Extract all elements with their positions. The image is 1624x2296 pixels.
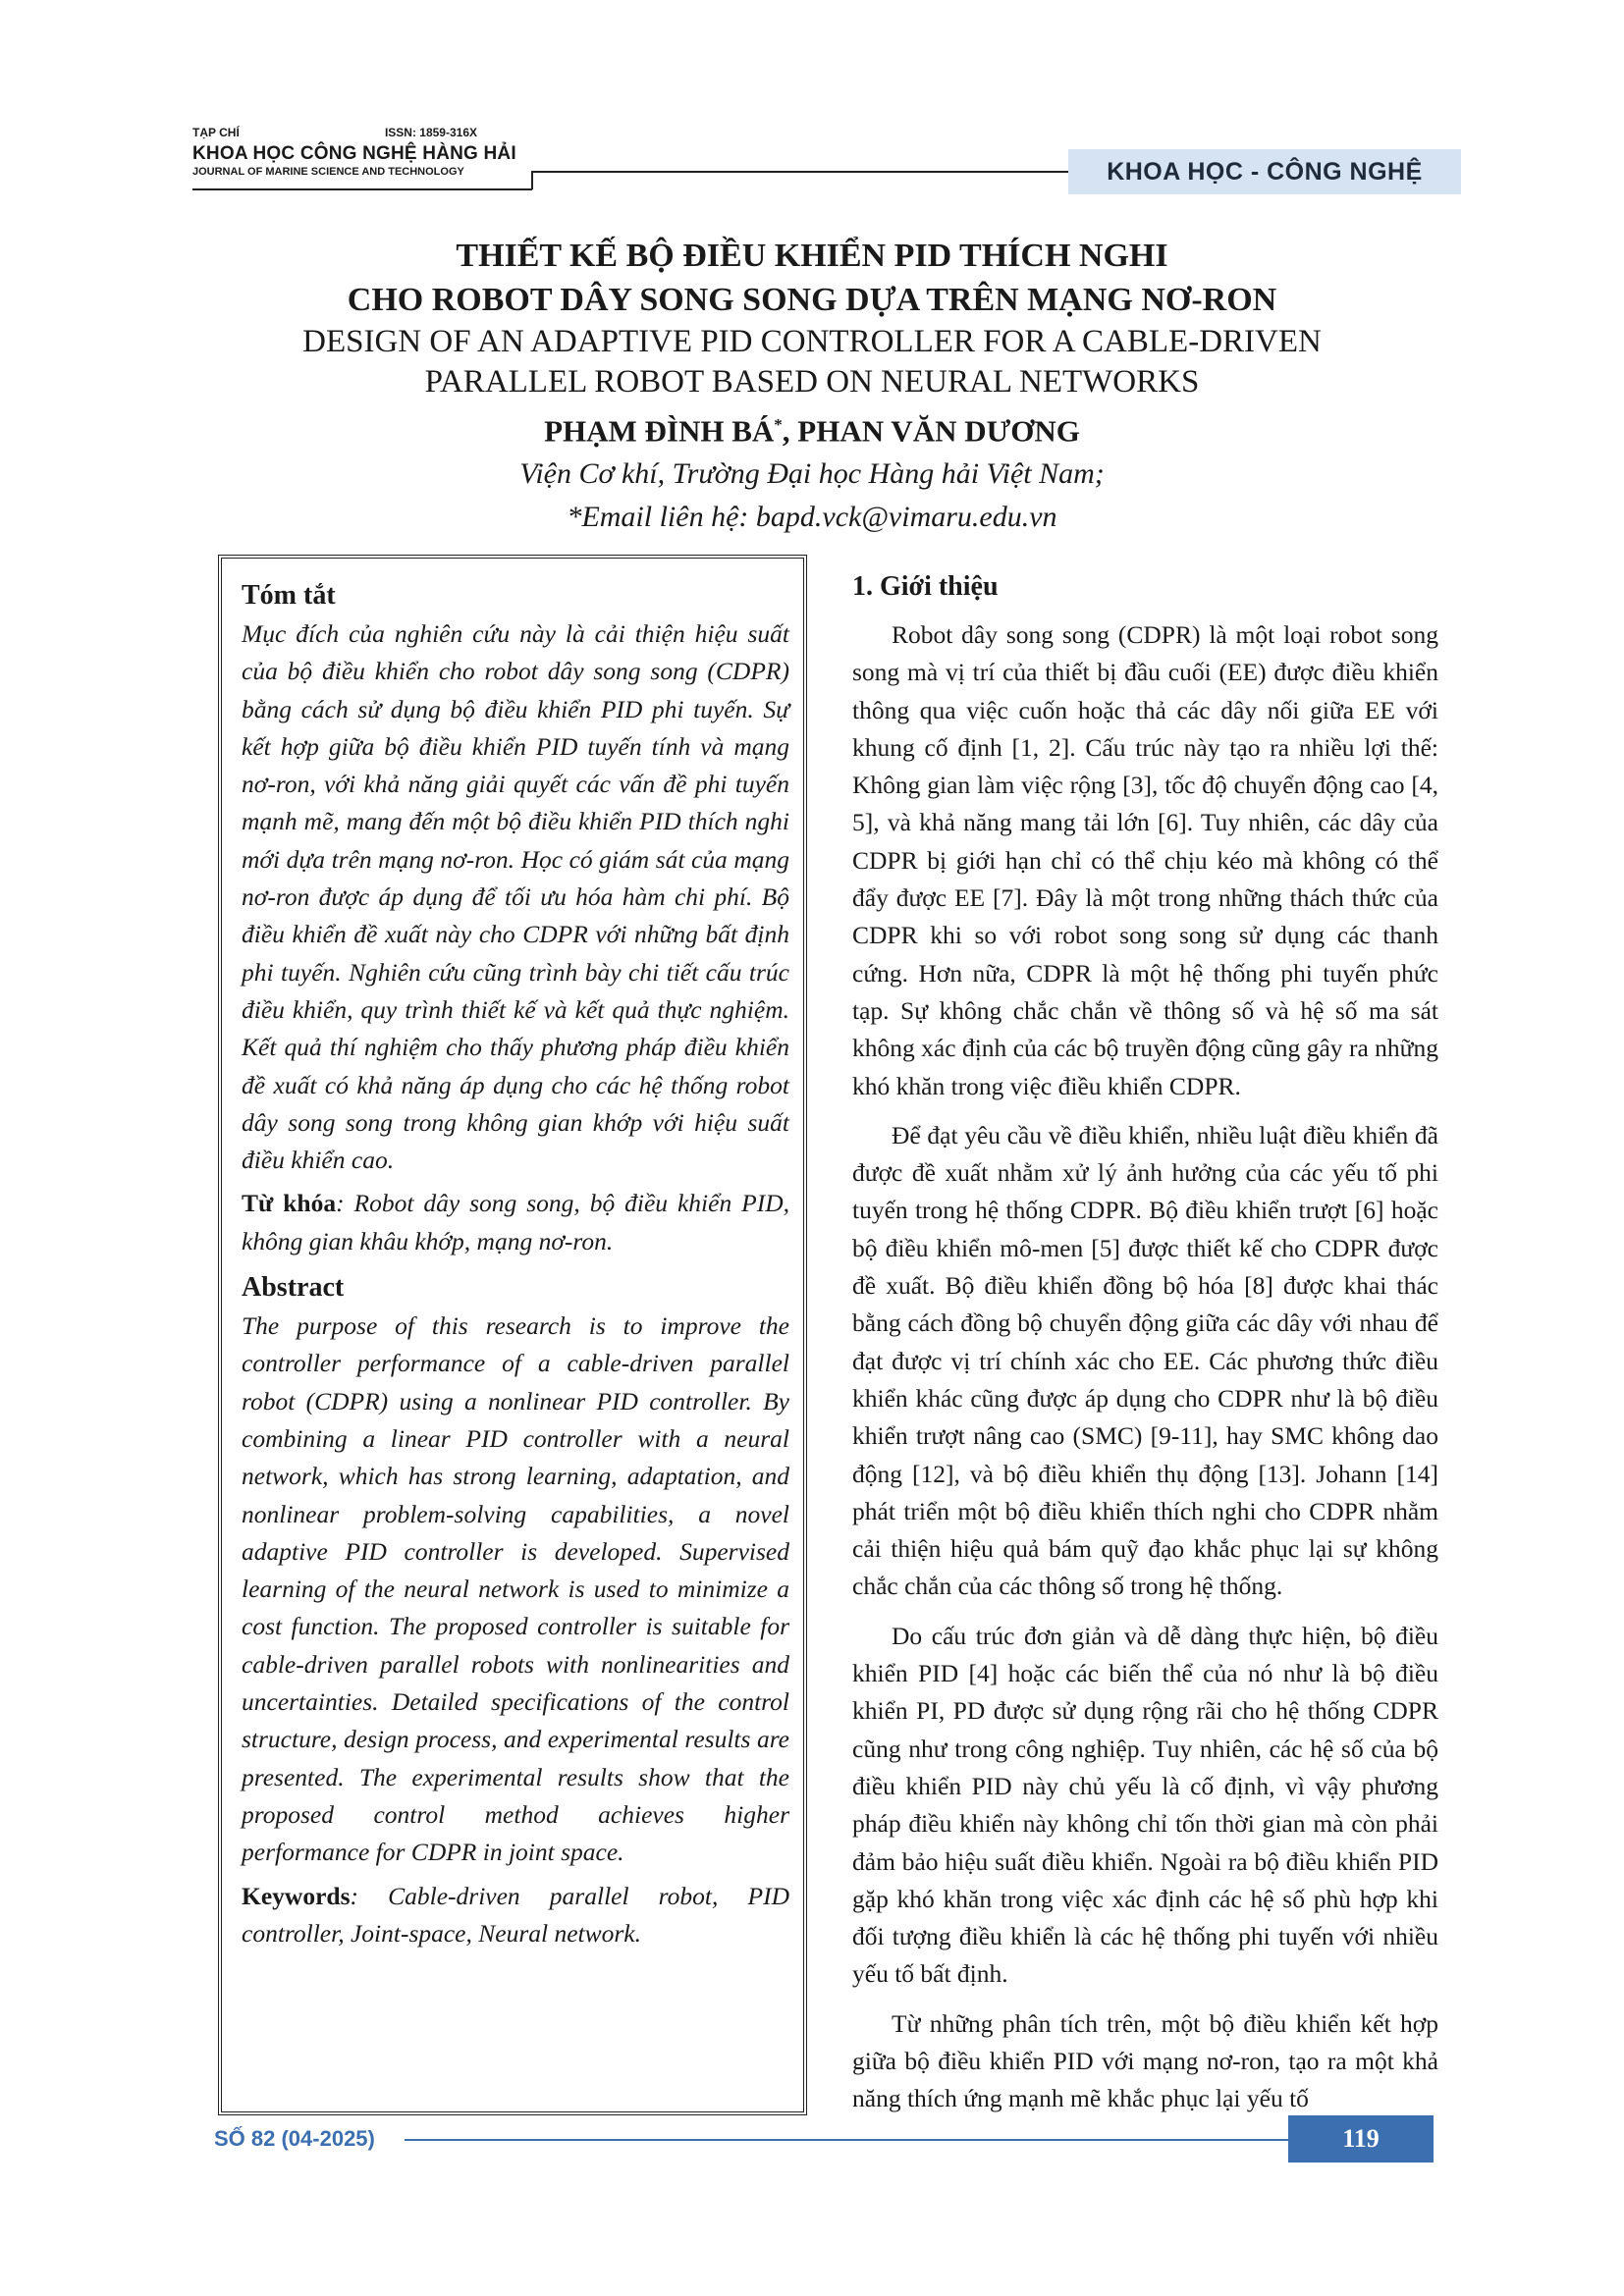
author-2: , PHAN VĂN DƯƠNG — [782, 413, 1080, 449]
keywords-vi-label: Từ khóa — [242, 1189, 337, 1218]
title-en-line2: PARALLEL ROBOT BASED ON NEURAL NETWORKS — [424, 364, 1200, 400]
author-1: PHẠM ĐÌNH BÁ — [544, 413, 775, 449]
intro-paragraph-2: Để đạt yêu cầu về điều khiển, nhiều luật điều khiển đã được đề xuất nhằm xử lý ảnh hưởng của các yếu tố phi tuyến trong hệ thống CDPR. Bộ điều khiển trượt [6] hoặc bộ điều khiển mô-men [5] được thiết kế cho CDPR được đề xuất. Bộ điều khiển đồng bộ hóa [8] được khai thác bằng cách đồng bộ chuyển động giữa các dây với nhau để đạt được vị trí chính xác cho EE. Các phương thức điều khiển khác cũng được áp dụng cho CDPR như là bộ điều khiển trượt nâng cao (SMC) [9-11], hay SMC không dao động [12], và bộ điều khiển thụ động [13]. Johann [14] phát triển một bộ điều khiển thích nghi cho CDPR nhằm cải thiện hiệu quả bám quỹ đạo khắc phục lại sự không chắc chắn của các thông số trong hệ thống. — [852, 1120, 1438, 1601]
masthead-issn: ISSN: 1859-316X — [384, 126, 477, 139]
title-block — [0, 234, 1624, 539]
intro-paragraph-1: Robot dây song song (CDPR) là một loại robot song song mà vị trí của thiết bị đầu cuối (EE) được điều khiển thông qua việc cuốn hoặc thả các dây nối giữa EE với khung cố định [1, 2]. Cấu trúc này tạo ra nhiều lợi thế: Không gian làm việc rộng [3], tốc độ chuyển động cao [4, 5], và khả năng mang tải lớn [6]. Tuy nhiên, các dây của CDPR bị giới hạn chỉ có thể chịu kéo mà không có thể đẩy được EE [7]. Đây là một trong những thách thức của CDPR khi so với robot song song sử dụng các thanh cứng. Hơn nữa, CDPR là một hệ thống phi tuyến phức tạp. Sự không chắc chắn về thông số và hệ số ma sát không xác định của các bộ truyền động cũng gây ra những khó khăn trong việc điều khiển CDPR. — [852, 620, 1438, 1100]
keywords-en — [242, 1878, 789, 1953]
journal-name: KHOA HỌC CÔNG NGHỆ HÀNG HẢI — [192, 143, 516, 164]
affiliation: Viện Cơ khí, Trường Đại học Hàng hải Việt Nam; — [519, 457, 1105, 491]
keywords-en-label: Keywords — [242, 1881, 351, 1910]
masthead-divider-right — [531, 171, 1068, 173]
contact-email: *Email liên hệ: bapd.vck@vimaru.edu.vn — [567, 501, 1057, 534]
intro-paragraph-4: Từ những phân tích trên, một bộ điều khiển kết hợp giữa bộ điều khiển PID với mạng nơ-ron, tạo ra một khả năng thích ứng mạnh mẽ khắc phục lại yếu tố — [852, 2008, 1438, 2113]
journal-name-en: JOURNAL OF MARINE SCIENCE AND TECHNOLOGY — [192, 166, 464, 178]
intro-heading: 1. Giới thiệu — [852, 571, 999, 602]
title-en-line1: DESIGN OF AN ADAPTIVE PID CONTROLLER FOR A CABLE-DRIVEN — [302, 324, 1322, 359]
title-vi-line1: THIẾT KẾ BỘ ĐIỀU KHIỂN PID THÍCH NGHI — [456, 238, 1168, 274]
abstract-vi-heading: Tóm tắt — [242, 580, 336, 611]
masthead-divider-left — [192, 188, 532, 190]
keywords-vi-text: : Robot dây song song, bộ điều khiển PID, không gian khâu khớp, mạng nơ-ron. — [242, 1189, 789, 1255]
masthead-divider-tick — [531, 171, 533, 189]
abstract-vi-text: Mục đích của nghiên cứu này là cải thiện hiệu suất của bộ điều khiển cho robot dây song song (CDPR) bằng cách sử dụng bộ điều khiển PID phi tuyến. Sự kết hợp giữa bộ điều khiển PID tuyến tính và mạng nơ-ron, với khả năng giải quyết các vấn đề phi tuyến mạnh mẽ, mang đến một bộ điều khiển PID thích nghi mới dựa trên mạng nơ-ron. Học có giám sát của mạng nơ-ron được áp dụng để tối ưu hóa hàm chi phí. Bộ điều khiển đề xuất này cho CDPR với những bất định phi tuyến. Nghiên cứu cũng trình bày chi tiết cấu trúc điều khiển, quy trình thiết kế và kết quả thực nghiệm. Kết quả thí nghiệm cho thấy phương pháp điều khiển đề xuất có khả năng áp dụng cho các hệ thống robot dây song song trong không gian khớp với hiệu suất điều khiển cao. — [242, 619, 789, 1175]
journal-masthead — [192, 126, 516, 178]
title-vi-line2: CHO ROBOT DÂY SONG SONG DỰA TRÊN MẠNG NƠ-RON — [347, 282, 1277, 318]
keywords-vi — [242, 1185, 789, 1260]
footer-rule — [405, 2139, 1288, 2141]
keywords-en-text: : Cable-driven parallel robot, PID controller, Joint-space, Neural network. — [242, 1881, 789, 1948]
corresponding-mark: * — [774, 415, 783, 434]
page-number: 119 — [1288, 2115, 1434, 2163]
introduction-column — [852, 567, 1438, 2130]
abstract-box — [218, 555, 807, 2115]
footer-issue: SỐ 82 (04-2025) — [214, 2126, 375, 2151]
abstract-en-text: The purpose of this research is to improve the controller performance of a cable-driven parallel robot (CDPR) using a nonlinear PID controller. By combining a linear PID controller with a neural network, which has strong learning, adaptation, and nonlinear problem-solving capabilities, a novel adaptive PID controller is developed. Supervised learning of the neural network is used to minimize a cost function. The proposed controller is suitable for cable-driven parallel robots with nonlinearities and uncertainties. Detailed specifications of the control structure, design process, and experimental results are presented. The experimental results show that the proposed control method achieves higher performance for CDPR in joint space. — [242, 1311, 789, 1867]
intro-paragraph-3: Do cấu trúc đơn giản và dễ dàng thực hiện, bộ điều khiển PID [4] hoặc các biến thể của nó như là bộ điều khiển PI, PD được sử dụng rộng rãi cho hệ thống CDPR cũng như trong công nghiệp. Tuy nhiên, các hệ số của bộ điều khiển PID này chủ yếu là cố định, vì vậy phương pháp điều khiển này không chỉ tốn thời gian mà còn phải đảm bảo hiệu suất điều khiển. Ngoài ra bộ điều khiển PID gặp khó khăn trong việc xác định các hệ số phù hợp khi đối tượng điều khiển là các hệ thống phi tuyến với nhiều yếu tố bất định. — [852, 1621, 1438, 1989]
masthead-label: TẠP CHÍ — [192, 126, 240, 139]
abstract-en-heading: Abstract — [242, 1272, 345, 1304]
section-tag: KHOA HỌC - CÔNG NGHỆ — [1068, 149, 1461, 194]
author-line — [0, 402, 1624, 453]
